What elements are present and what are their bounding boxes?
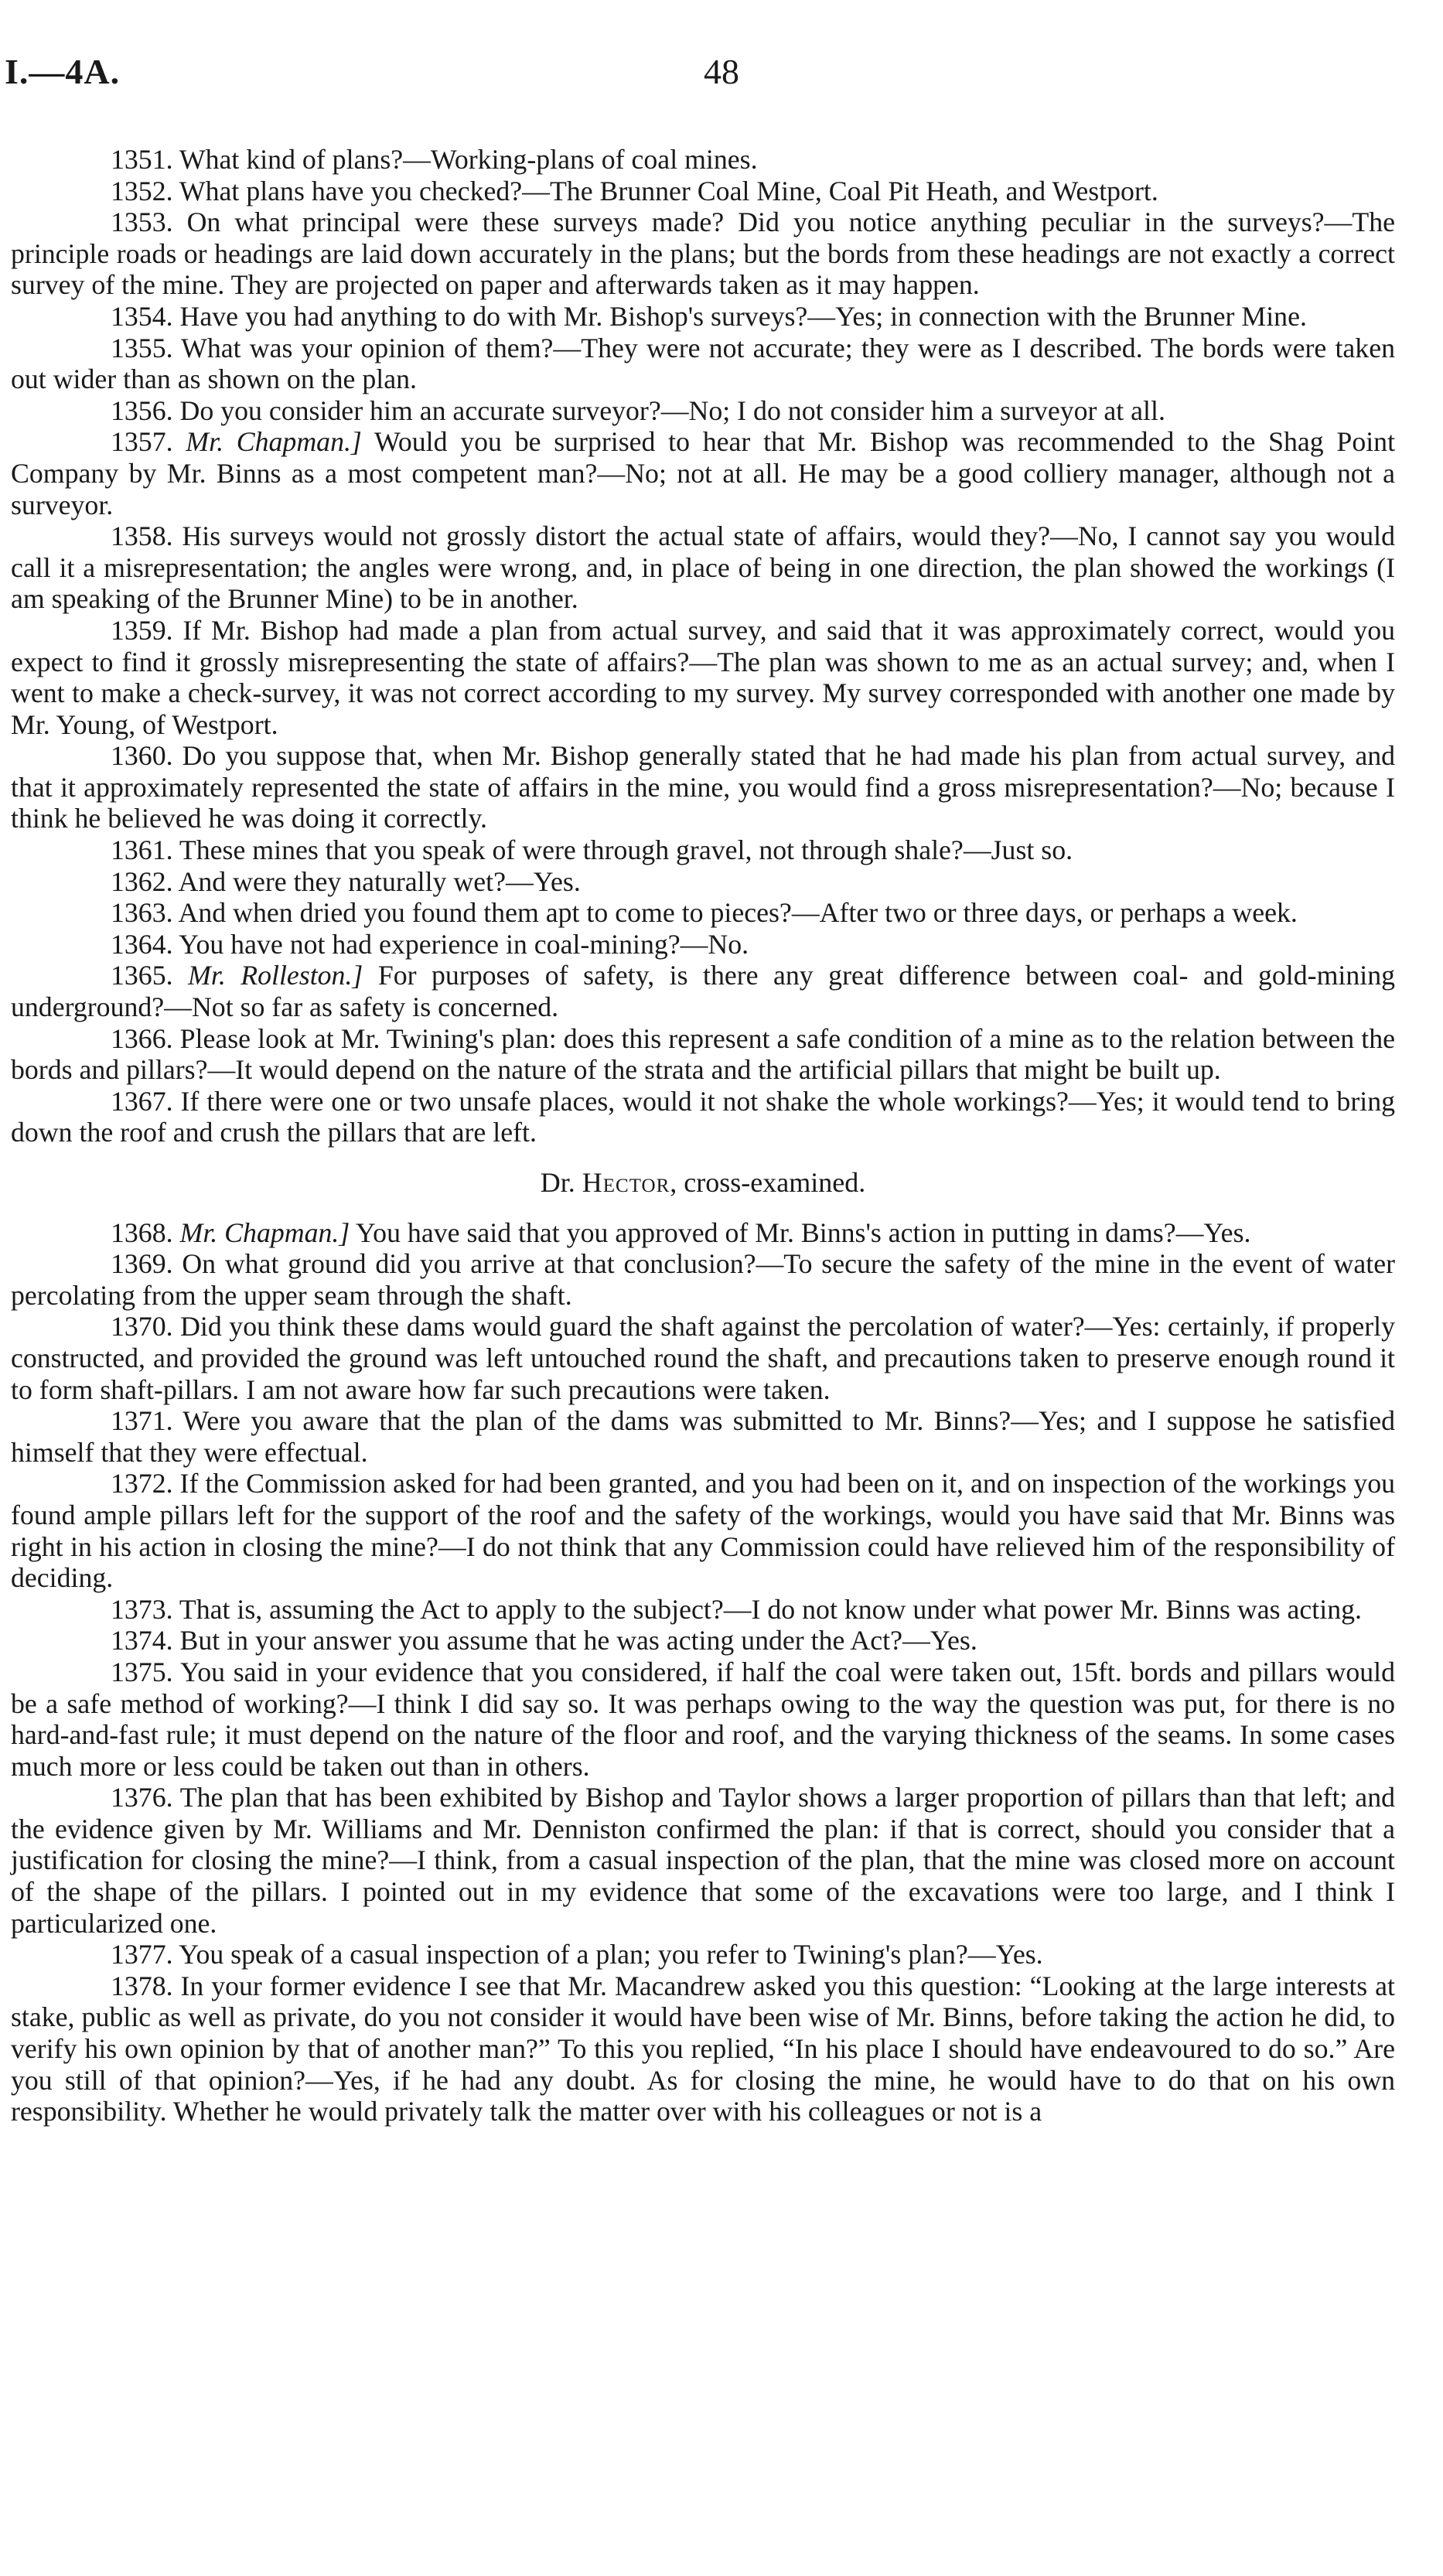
question-paragraph (11, 1248, 1395, 1311)
question-text: On what principal were these surveys made? Did you notice anything peculiar in the surveys?—The principle roads or headings are laid down accurately in the plans; but the bords from these headings are not exactly a correct survey of the mine. They are projected on paper and afterwards taken as it may happen. (11, 206, 1396, 301)
question-text: If Mr. Bishop had made a plan from actual survey, and said that it was approximately correct, would you expect to find it grossly misrepresenting the state of affairs?—The plan was shown to me as an actual survey; and, when I went to make a check-survey, it was not correct according to my survey. My survey corresponded with another one made by Mr. Young, of Westport. (11, 614, 1395, 740)
question-number: 1364. (111, 928, 173, 960)
section-heading (11, 1167, 1395, 1199)
question-paragraph (11, 1086, 1395, 1148)
question-text: That is, assuming the Act to apply to the subject?—I do not know under what power Mr. Binns was acting. (179, 1593, 1362, 1625)
question-paragraph (11, 395, 1395, 427)
question-paragraph (11, 1970, 1395, 2127)
question-number: 1377. (111, 1939, 173, 1970)
question-text: What was your opinion of them?—They were not accurate; they were as I described. The bords were taken out wider than as shown on the plan. (11, 332, 1395, 395)
page-number: 48 (704, 52, 739, 91)
question-paragraph (11, 206, 1395, 301)
question-number: 1370. (111, 1311, 173, 1343)
question-text: But in your answer you assume that he was acting under the Act?—Yes. (179, 1625, 977, 1656)
question-text: Did you think these dams would guard the shaft against the percolation of water?—Yes: certainly, if properly constructed, and provided the ground was left untouched round the shaft, and precautions taken to preserve enough round it to form shaft-pillars. I am not aware how far such precautions were taken. (11, 1311, 1395, 1405)
question-paragraph (11, 301, 1395, 333)
question-number: 1378. (111, 1970, 173, 2001)
question-text: Have you had anything to do with Mr. Bishop's surveys?—Yes; in connection with the Brunner Mine. (179, 300, 1307, 332)
question-number: 1354. (111, 300, 173, 332)
question-text: In your former evidence I see that Mr. Macandrew asked you this question: “Looking at the large interests at stake, public as well as private, do you not consider it would have been wise of Mr. Binns, before taking the action he did, to verify his own opinion by that of another man?” To this you replied, “In his place I should have endeavoured to do so.” Are you still of that opinion?—Yes, if he had any doubt. As for closing the mine, he would have to do that on his own responsibility. Whether he would privately talk the matter over with his colleagues or not is a (11, 1970, 1395, 2127)
question-paragraph (11, 333, 1395, 395)
question-number: 1351. (111, 144, 173, 175)
question-paragraph (11, 1023, 1395, 1086)
question-number: 1365. (111, 960, 173, 991)
question-paragraph (11, 897, 1395, 929)
question-text: The plan that has been exhibited by Bishop and Taylor shows a larger proportion of pillars than that left; and the evidence given by Mr. Williams and Mr. Denniston confirmed the plan: if that is correct, should you consider that a justification for closing the mine?—I think, from a casual inspection of the plan, that the mine was closed more on account of the shape of the pillars. I pointed out in my evidence that some of the excavations were too large, and I think I particularized one. (11, 1782, 1395, 1939)
question-text: If the Commission asked for had been granted, and you had been on it, and on inspection of the workings you found ample pillars left for the support of the roof and the safety of the workings, would you have said that Mr. Binns was right in his action in closing the mine?—I do not think that any Commission could have relieved him of the responsibility of deciding. (11, 1468, 1396, 1594)
question-number: 1371. (111, 1405, 173, 1437)
question-paragraph (11, 1311, 1395, 1405)
question-paragraph (11, 1782, 1395, 1939)
question-text: On what ground did you arrive at that conclusion?—To secure the safety of the mine in the event of water percolating from the upper seam through the shaft. (11, 1248, 1396, 1311)
section-heading-name: Hector (582, 1167, 670, 1198)
question-text: You speak of a casual inspection of a plan; you refer to Twining's plan?—Yes. (179, 1939, 1043, 1970)
questions-block-b (11, 1217, 1395, 2127)
question-text: Do you suppose that, when Mr. Bishop generally stated that he had made his plan from actual survey, and that it approximately represented the state of affairs in the mine, you would find a gross misrepresentation?—No; because I think he believed he was doing it correctly. (11, 740, 1395, 834)
question-paragraph (11, 144, 1395, 176)
question-paragraph (11, 740, 1395, 834)
question-number: 1368. (111, 1216, 173, 1248)
question-paragraph (11, 176, 1395, 207)
question-text: And were they naturally wet?—Yes. (178, 865, 581, 897)
question-text: Would you be surprised to hear that Mr. Bishop was recommended to the Shag Point Company by Mr. Binns as a most competent man?—No; not at all. He may be a good colliery manager, although not a surveyor. (11, 426, 1396, 520)
question-paragraph (11, 866, 1395, 898)
question-number: 1367. (111, 1085, 173, 1117)
question-paragraph (11, 1405, 1395, 1468)
question-paragraph (11, 960, 1395, 1022)
questioner-name: Mr. Chapman.] (186, 426, 362, 458)
question-text: These mines that you speak of were through gravel, not through shale?—Just so. (179, 834, 1073, 866)
question-number: 1376. (111, 1782, 173, 1813)
question-paragraph (11, 1656, 1395, 1782)
question-text: Were you aware that the plan of the dams was submitted to Mr. Binns?—Yes; and I suppose he satisfied himself that they were effectual. (11, 1405, 1395, 1468)
page-body (11, 144, 1395, 2127)
question-number: 1358. (111, 520, 173, 552)
question-number: 1357. (111, 426, 173, 458)
question-number: 1372. (111, 1468, 173, 1500)
question-text: And when dried you found them apt to come to pieces?—After two or three days, or perhaps a week. (178, 897, 1298, 929)
question-number: 1355. (111, 332, 173, 363)
question-text: What plans have you checked?—The Brunner Coal Mine, Coal Pit Heath, and Westport. (179, 175, 1158, 206)
question-number: 1373. (111, 1593, 173, 1625)
question-text: His surveys would not grossly distort the actual state of affairs, would they?—No, I cannot say you would call it a misrepresentation; the angles were wrong, and, in place of being in one direction, the plan showed the workings (I am speaking of the Brunner Mine) to be in another. (11, 520, 1395, 615)
question-paragraph (11, 615, 1395, 740)
question-paragraph (11, 929, 1395, 960)
question-number: 1352. (111, 175, 173, 206)
question-paragraph (11, 426, 1395, 520)
question-paragraph (11, 1939, 1395, 1970)
question-text: Please look at Mr. Twining's plan: does this represent a safe condition of a mine as to the relation between the bords and pillars?—It would depend on the nature of the strata and the artificial pillars that might be built up. (11, 1022, 1396, 1086)
question-number: 1369. (111, 1248, 173, 1280)
questioner-name: Mr. Rolleston.] (188, 960, 363, 991)
question-number: 1375. (111, 1656, 173, 1687)
question-text: Do you consider him an accurate surveyor?—No; I do not consider him a surveyor at all. (179, 394, 1165, 426)
question-number: 1360. (111, 740, 173, 772)
question-text: You have not had experience in coal-mining?—No. (179, 928, 749, 960)
question-text: What kind of plans?—Working-plans of coal mines. (179, 144, 758, 175)
question-paragraph (11, 1217, 1395, 1249)
question-text: You said in your evidence that you considered, if half the coal were taken out, 15ft. bords and pillars would be a safe method of working?—I think I did say so. It was perhaps owing to the way the question was put, for there is no hard-and-fast rule; it must depend on the nature of the floor and roof, and the varying thickness of the seams. In some cases much more or less could be taken out than in others. (11, 1656, 1395, 1782)
question-paragraph (11, 1625, 1395, 1656)
question-number: 1362. (111, 865, 173, 897)
section-heading-prefix: Dr. (540, 1167, 582, 1198)
section-heading-suffix: , cross-examined. (670, 1167, 866, 1198)
question-paragraph (11, 1594, 1395, 1626)
questions-block-a (11, 144, 1395, 1148)
question-text: You have said that you approved of Mr. Binns's action in putting in dams?—Yes. (350, 1216, 1251, 1248)
question-number: 1356. (111, 394, 173, 426)
question-paragraph (11, 520, 1395, 615)
question-number: 1359. (111, 614, 173, 646)
question-number: 1366. (111, 1022, 173, 1054)
question-text: If there were one or two unsafe places, would it not shake the whole workings?—Yes; it would tend to bring down the roof and crush the pillars that are left. (11, 1085, 1395, 1148)
page-header (0, 51, 1443, 113)
question-number: 1361. (111, 834, 173, 866)
questioner-name: Mr. Chapman.] (179, 1216, 350, 1248)
question-number: 1374. (111, 1625, 173, 1656)
question-number: 1363. (111, 897, 173, 929)
question-text: For purposes of safety, is there any great difference between coal- and gold-mining underground?—Not so far as safety is concerned. (11, 960, 1396, 1023)
question-paragraph (11, 1468, 1395, 1593)
question-number: 1353. (111, 206, 173, 238)
question-paragraph (11, 834, 1395, 866)
document-reference: I.—4A. (5, 52, 121, 91)
